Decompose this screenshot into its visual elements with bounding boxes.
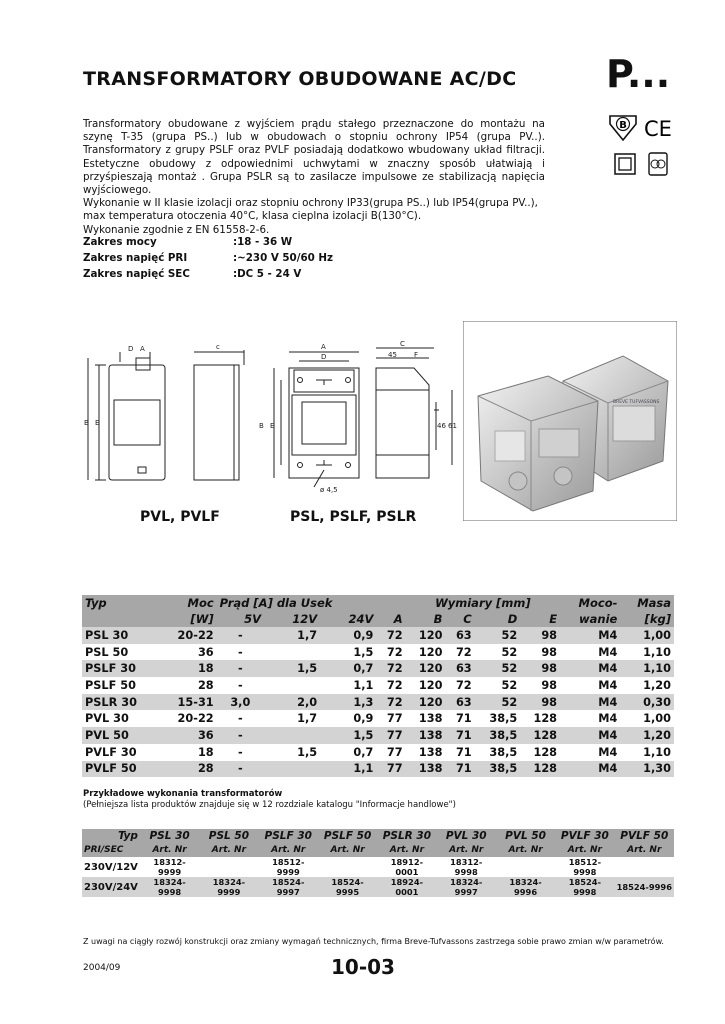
table-cell: 52 — [475, 660, 521, 677]
footer-note: Z uwagi na ciągły rozwój konstrukcji oraz zmiany wymagań technicznych, firma Breve-Tufvassons zastrzega sobie prawo zmian w/w parametrów. — [83, 937, 664, 946]
table-row — [82, 761, 674, 778]
table-cell: M4 — [560, 761, 620, 778]
spec-value: :18 - 36 W — [233, 236, 293, 248]
table-cell: 63 — [445, 694, 474, 711]
examples-cell — [199, 857, 258, 877]
table-cell: PSLF 50 — [82, 677, 160, 694]
spec-label: Zakres mocy — [83, 236, 157, 248]
table-cell: 138 — [406, 761, 446, 778]
dim-label-a: A — [140, 345, 145, 353]
table-cell: 38,5 — [475, 761, 521, 778]
table-cell: 18 — [160, 660, 217, 677]
examples-header-cell: Art. Nr — [259, 843, 318, 857]
table-header-cell: [kg] — [620, 611, 674, 627]
table-cell: 38,5 — [475, 744, 521, 761]
table-header-cell: Typ — [82, 595, 160, 611]
table-cell: 36 — [160, 727, 217, 744]
spec-label: Zakres napięć PRI — [83, 252, 188, 264]
table-row — [82, 660, 674, 677]
table-cell: - — [217, 744, 264, 761]
examples-cell: 18524-9996 — [615, 877, 674, 897]
examples-header-cell: PSLF 50 — [318, 829, 377, 843]
dim-label-e: E — [95, 419, 100, 427]
examples-note: (Pełniejsza lista produktów znajduje się w 12 rozdziale katalogu "Informacje handlowe") — [83, 800, 456, 810]
spec-value: :~230 V 50/60 Hz — [233, 252, 333, 264]
table-cell: 128 — [520, 727, 560, 744]
dim-label-c-small: c — [216, 343, 220, 351]
table-cell: 1,10 — [620, 744, 674, 761]
table-cell: - — [217, 644, 264, 661]
table-header-cell: C — [445, 611, 474, 627]
table-cell: - — [217, 727, 264, 744]
table-cell: - — [217, 761, 264, 778]
table-cell: 36 — [160, 644, 217, 661]
examples-cell: 18312-9999 — [140, 857, 199, 877]
table-cell: 72 — [376, 660, 405, 677]
table-cell: 0,7 — [320, 744, 376, 761]
table-cell: 52 — [475, 644, 521, 661]
table-cell: M4 — [560, 744, 620, 761]
examples-cell: 230V/12V — [82, 857, 140, 877]
table-header-cell: [W] — [160, 611, 217, 627]
table-cell: PSL 50 — [82, 644, 160, 661]
dim-label-a: A — [321, 343, 326, 351]
dim-label-f: F — [414, 351, 419, 359]
dim-label-b: B — [259, 422, 264, 430]
table-header-cell — [376, 595, 405, 611]
table-cell: 1,10 — [620, 660, 674, 677]
examples-cell: 18524-9995 — [318, 877, 377, 897]
dim-label-d: D — [321, 353, 327, 361]
table-header-cell: Moco- — [560, 595, 620, 611]
table-cell: 52 — [475, 694, 521, 711]
table-cell: 98 — [520, 694, 560, 711]
table-cell: 77 — [376, 744, 405, 761]
table-cell: - — [217, 627, 264, 644]
examples-cell: 18324-9997 — [437, 877, 496, 897]
examples-cell: 18512-9998 — [555, 857, 614, 877]
table-cell: 38,5 — [475, 727, 521, 744]
table-cell: 63 — [445, 660, 474, 677]
dim-label-d: D — [128, 345, 134, 353]
table-cell: 18 — [160, 744, 217, 761]
group-label-pvl: PVL, PVLF — [140, 509, 220, 525]
short-circuit-proof-transformer-icon — [649, 153, 667, 175]
cert-icons — [608, 110, 680, 182]
table-cell: 138 — [406, 744, 446, 761]
examples-cell: 18524-9997 — [259, 877, 318, 897]
table-header-cell: A — [376, 611, 405, 627]
table-cell: 77 — [376, 727, 405, 744]
table-header-cell: D — [475, 611, 521, 627]
table-cell: 1,20 — [620, 727, 674, 744]
table-cell: 1,00 — [620, 710, 674, 727]
examples-header-cell: Art. Nr — [140, 843, 199, 857]
examples-cell: 230V/24V — [82, 877, 140, 897]
table-header-cell: 5V — [217, 611, 264, 627]
table-cell: 0,7 — [320, 660, 376, 677]
table-cell: - — [217, 710, 264, 727]
table-cell: 1,3 — [320, 694, 376, 711]
page-number: 10-03 — [331, 955, 395, 979]
examples-header-cell: PSL 30 — [140, 829, 199, 843]
footer-date: 2004/09 — [83, 963, 121, 973]
examples-row — [82, 877, 674, 897]
table-cell: PSL 30 — [82, 627, 160, 644]
table-cell: 20-22 — [160, 710, 217, 727]
table-cell: 0,30 — [620, 694, 674, 711]
table-cell: 63 — [445, 627, 474, 644]
dim-label-61: 61 — [448, 422, 457, 430]
table-cell: 1,10 — [620, 644, 674, 661]
table-cell: 1,7 — [264, 627, 320, 644]
table-cell: 1,7 — [264, 710, 320, 727]
table-header-cell: Prąd [A] dla Usek — [217, 595, 377, 611]
examples-header-cell: Typ — [82, 829, 140, 843]
product-photo — [463, 321, 677, 521]
table-cell: PVLF 30 — [82, 744, 160, 761]
table-cell: 77 — [376, 761, 405, 778]
table-cell — [264, 727, 320, 744]
table-cell: 1,1 — [320, 677, 376, 694]
dim-label-45: 45 — [388, 351, 397, 359]
table-cell — [264, 644, 320, 661]
table-cell: 28 — [160, 761, 217, 778]
table-cell: 28 — [160, 677, 217, 694]
table-cell: 138 — [406, 710, 446, 727]
examples-header-cell: PVL 30 — [437, 829, 496, 843]
table-cell: 98 — [520, 660, 560, 677]
table-cell: - — [217, 677, 264, 694]
table-row — [82, 677, 674, 694]
examples-header-cell: PVLF 30 — [555, 829, 614, 843]
table-cell: PVLF 50 — [82, 761, 160, 778]
dim-label-e: E — [270, 422, 275, 430]
intro-paragraph: Wykonanie w II klasie izolacji oraz stopniu ochrony IP33(grupa PS..) lub IP54(grupa PV..), max temperatura otoczenia 40°C, klasa cieplna izolacji B(130°C). — [83, 197, 538, 223]
table-row — [82, 727, 674, 744]
table-cell: M4 — [560, 660, 620, 677]
table-cell: 20-22 — [160, 627, 217, 644]
series-code: P... — [606, 52, 671, 96]
table-cell: 71 — [445, 761, 474, 778]
examples-cell: 18324-9999 — [199, 877, 258, 897]
table-cell — [264, 677, 320, 694]
table-cell: 15-31 — [160, 694, 217, 711]
spec-label: Zakres napięć SEC — [83, 268, 190, 280]
table-cell: PVL 50 — [82, 727, 160, 744]
table-cell: 120 — [406, 694, 446, 711]
table-cell: 71 — [445, 744, 474, 761]
table-row — [82, 694, 674, 711]
table-cell: 1,5 — [264, 744, 320, 761]
table-cell — [264, 761, 320, 778]
examples-header-cell: PVLF 50 — [615, 829, 674, 843]
examples-header-cell: PSLF 30 — [259, 829, 318, 843]
table-header-cell: Masa — [620, 595, 674, 611]
safety-b-mark-icon — [610, 116, 636, 140]
dim-label-c: C — [400, 340, 405, 348]
examples-title: Przykładowe wykonania transformatorów — [83, 789, 283, 799]
table-cell: 128 — [520, 761, 560, 778]
intro-paragraph: Transformatory obudowane z wyjściem prądu stałego przeznaczone do montażu na szynę T-35 (grupa PS..) lub w obudowach o stopniu ochrony IP54 (grupa PV..). Transformatory z grupy PSLF oraz PVLF posiadają dodatkowo wbudowany układ filtracji. Estetyczne obudowy z odpowiednimi uchwytami w znaczny sposób ułatwiają i przyśpieszają montaż . Grupa PSLR są to zasilacze impulsowe ze stabilizacją napięcia wyjściowego. — [83, 118, 545, 197]
examples-row — [82, 857, 674, 877]
table-cell: 1,00 — [620, 627, 674, 644]
dim-label-46: 46 — [437, 422, 446, 430]
examples-cell — [318, 857, 377, 877]
table-cell: 128 — [520, 744, 560, 761]
table-cell: 1,5 — [264, 660, 320, 677]
table-cell: 72 — [376, 627, 405, 644]
examples-cell: 18924-0001 — [377, 877, 436, 897]
table-cell: 1,5 — [320, 644, 376, 661]
table-cell: 71 — [445, 710, 474, 727]
table-header-cell: Moc — [160, 595, 217, 611]
photo-brand-label: BREVE TUFVASSONS — [613, 400, 660, 405]
table-cell: PSLR 30 — [82, 694, 160, 711]
examples-header-cell: PVL 50 — [496, 829, 555, 843]
spec-value: :DC 5 - 24 V — [233, 268, 302, 280]
table-header-cell: Wymiary [mm] — [406, 595, 560, 611]
table-cell: 128 — [520, 710, 560, 727]
group-label-psl: PSL, PSLF, PSLR — [290, 509, 417, 525]
dim-label-hole: ø 4,5 — [320, 486, 338, 494]
table-row — [82, 710, 674, 727]
table-cell: 3,0 — [217, 694, 264, 711]
table-cell: 1,1 — [320, 761, 376, 778]
table-cell: 71 — [445, 727, 474, 744]
intro-text — [83, 118, 545, 237]
table-cell: 120 — [406, 627, 446, 644]
table-cell: 120 — [406, 677, 446, 694]
table-cell: 120 — [406, 644, 446, 661]
examples-cell: 18312-9998 — [437, 857, 496, 877]
class-ii-insulation-icon — [615, 154, 635, 174]
technical-drawing — [84, 340, 464, 505]
table-cell: PSLF 30 — [82, 660, 160, 677]
table-cell: M4 — [560, 627, 620, 644]
table-row — [82, 644, 674, 661]
table-header-cell: 12V — [264, 611, 320, 627]
table-cell: M4 — [560, 677, 620, 694]
table-cell: 52 — [475, 627, 521, 644]
examples-header-cell: Art. Nr — [318, 843, 377, 857]
examples-cell: 18324-9998 — [140, 877, 199, 897]
examples-cell: 18512-9999 — [259, 857, 318, 877]
examples-cell — [615, 857, 674, 877]
table-cell: M4 — [560, 710, 620, 727]
examples-header-cell: Art. Nr — [555, 843, 614, 857]
page-title: TRANSFORMATORY OBUDOWANE AC/DC — [83, 68, 517, 90]
examples-table — [82, 829, 674, 897]
table-header-cell: E — [520, 611, 560, 627]
table-cell: - — [217, 660, 264, 677]
intro-paragraph: Wykonanie zgodnie z EN 61558-2-6. — [83, 223, 270, 236]
spec-list — [83, 235, 383, 285]
table-cell: 72 — [376, 677, 405, 694]
table-cell: 72 — [376, 694, 405, 711]
table-cell: 98 — [520, 644, 560, 661]
examples-header-cell: PSLR 30 — [377, 829, 436, 843]
examples-header-cell: PSL 50 — [199, 829, 258, 843]
table-cell: 1,20 — [620, 677, 674, 694]
examples-header-cell: Art. Nr — [199, 843, 258, 857]
table-row — [82, 744, 674, 761]
table-header-cell: B — [406, 611, 446, 627]
examples-cell: 18912-0001 — [377, 857, 436, 877]
examples-cell — [496, 857, 555, 877]
table-header-cell: 24V — [320, 611, 376, 627]
examples-header-cell: Art. Nr — [437, 843, 496, 857]
table-cell: 1,5 — [320, 727, 376, 744]
table-cell: M4 — [560, 694, 620, 711]
table-cell: 138 — [406, 727, 446, 744]
table-cell: 38,5 — [475, 710, 521, 727]
examples-cell: 18324-9996 — [496, 877, 555, 897]
table-cell: 72 — [445, 677, 474, 694]
ce-mark-icon — [644, 117, 672, 141]
table-cell: 0,9 — [320, 710, 376, 727]
table-cell: 98 — [520, 677, 560, 694]
table-cell: PVL 30 — [82, 710, 160, 727]
table-cell: 72 — [376, 644, 405, 661]
table-cell: 98 — [520, 627, 560, 644]
table-cell: 120 — [406, 660, 446, 677]
table-cell: 2,0 — [264, 694, 320, 711]
table-cell: 1,30 — [620, 761, 674, 778]
svg-text:B: B — [619, 120, 627, 131]
dim-label-b: B — [84, 419, 89, 427]
examples-header-cell: PRI/SEC — [82, 843, 140, 857]
table-cell: 52 — [475, 677, 521, 694]
table-cell: M4 — [560, 644, 620, 661]
specs-table — [82, 595, 674, 777]
table-row — [82, 627, 674, 644]
table-cell: M4 — [560, 727, 620, 744]
examples-header-cell: Art. Nr — [377, 843, 436, 857]
examples-header-cell: Art. Nr — [615, 843, 674, 857]
examples-cell: 18524-9998 — [555, 877, 614, 897]
examples-header-cell: Art. Nr — [496, 843, 555, 857]
table-cell: 77 — [376, 710, 405, 727]
table-cell: 0,9 — [320, 627, 376, 644]
svg-text:CE: CE — [644, 117, 672, 141]
table-header-cell — [82, 611, 160, 627]
table-cell: 72 — [445, 644, 474, 661]
table-header-cell: wanie — [560, 611, 620, 627]
